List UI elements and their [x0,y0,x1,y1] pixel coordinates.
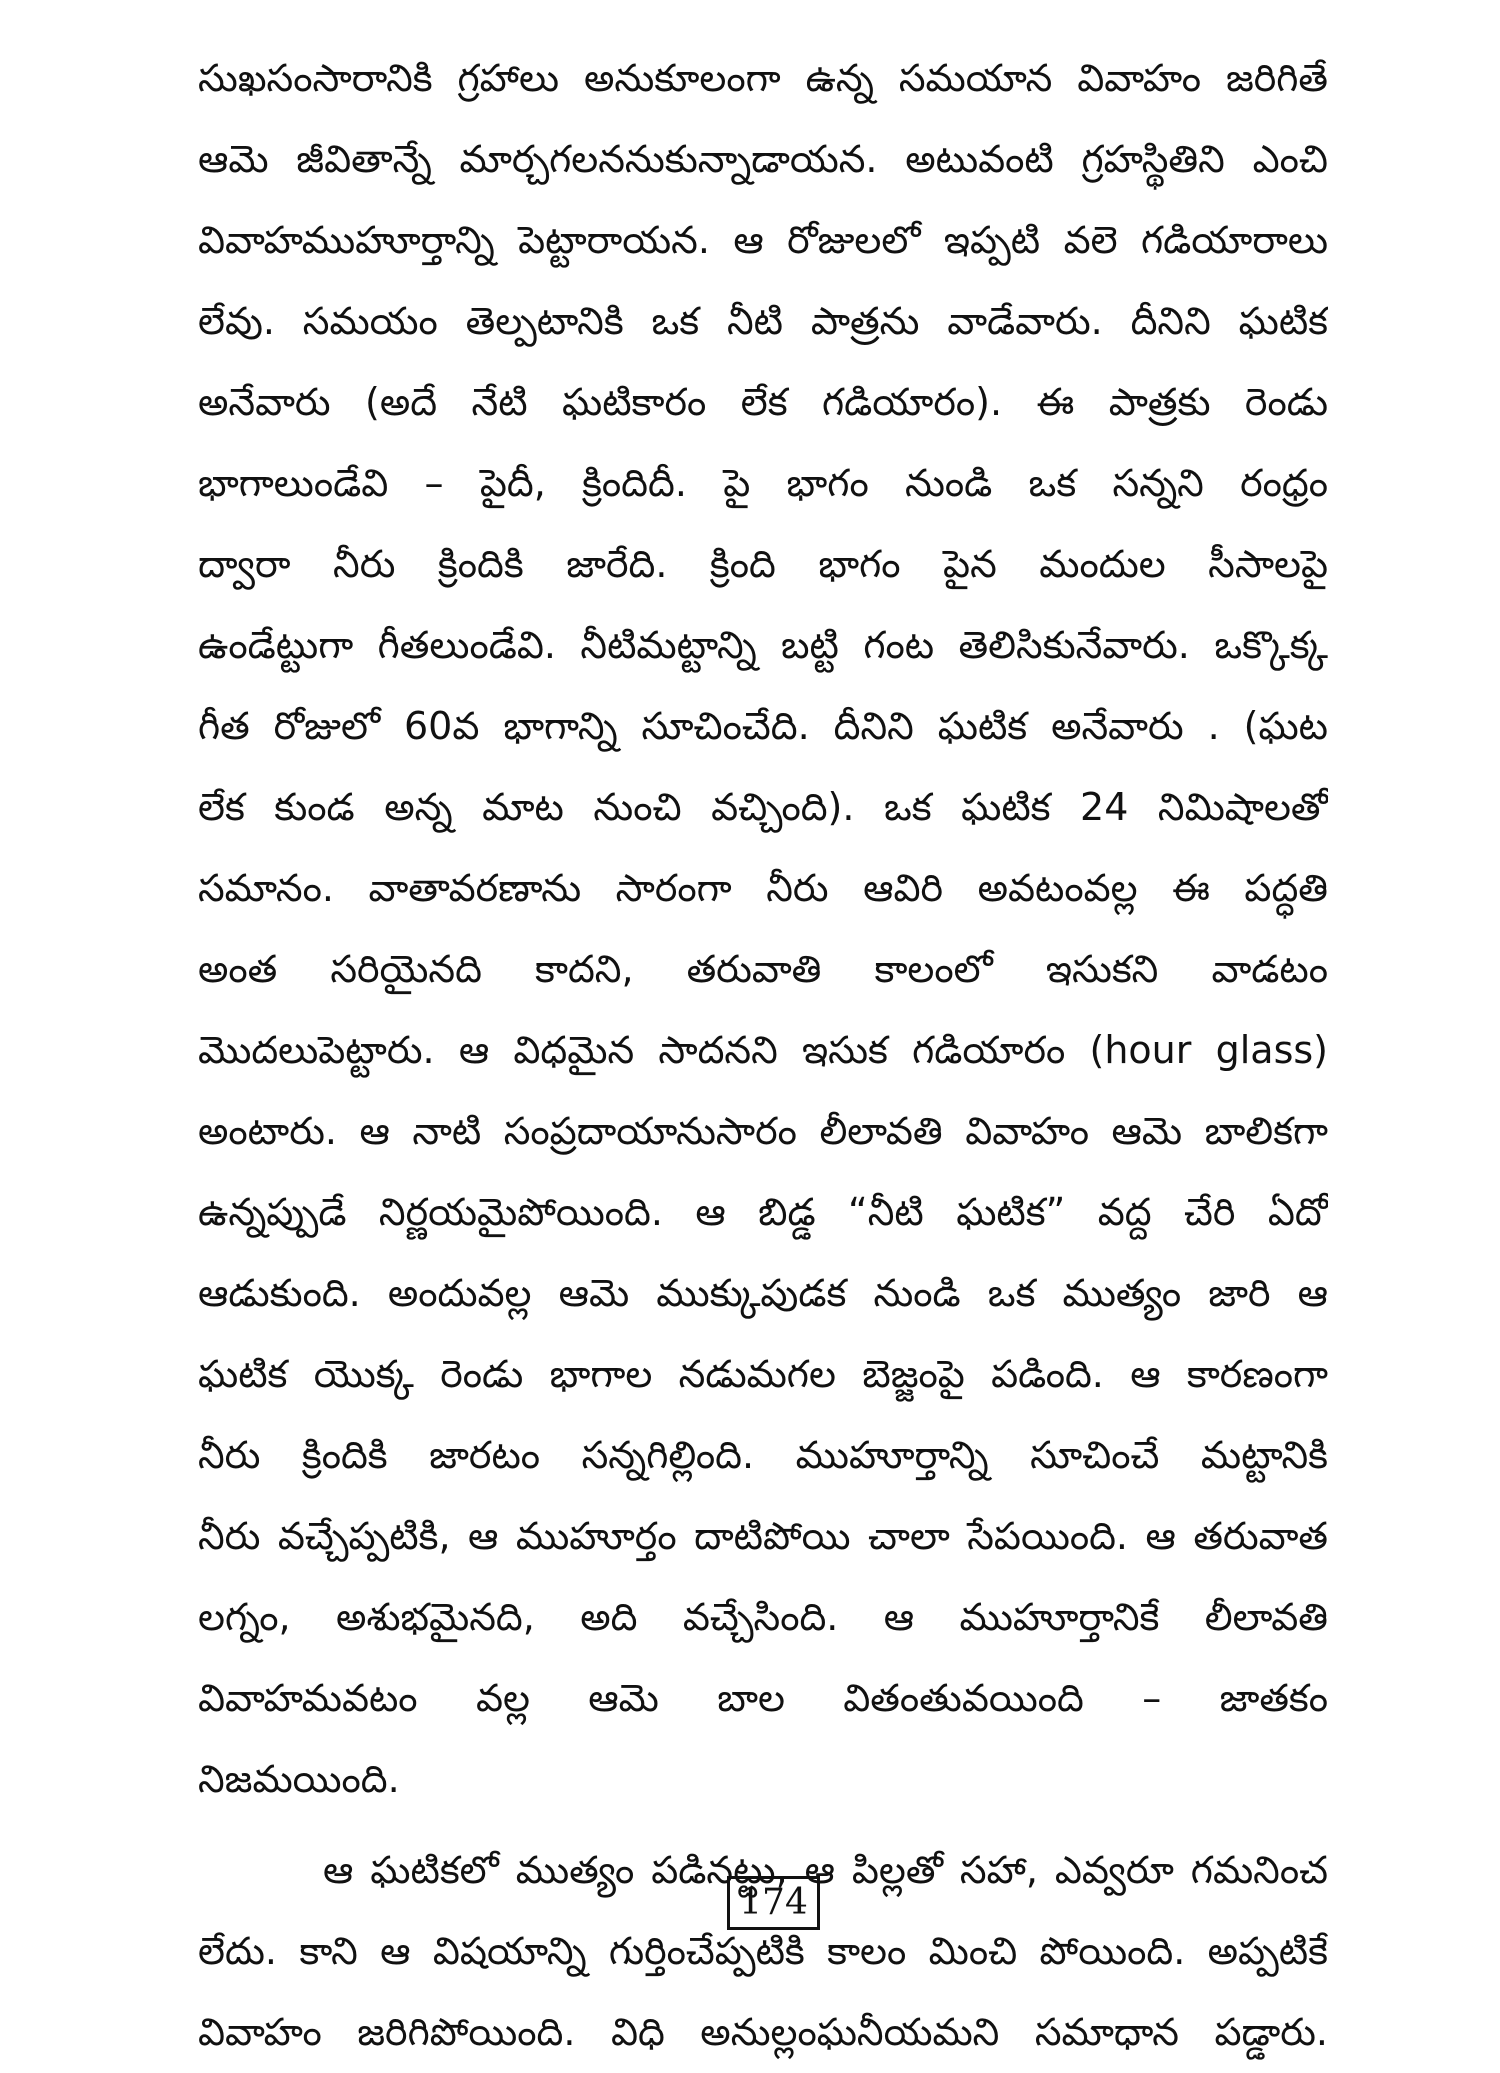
text-line: లేదు. కాని ఆ విషయాన్ని గుర్తించేప్పటికి కాలం మించి పోయింది. అప్పటికే [198,1929,1328,1973]
text-line: లగ్నం, అశుభమైనది, అది వచ్చేసింది. ఆ ముహూర్తానికే లీలావతి [198,1595,1328,1639]
text-line: వివాహం జరిగిపోయింది. విధి అనుల్లంఘనీయమని సమాధాన పడ్డారు. [198,2010,1328,2054]
text-line: లేవు. సమయం తెల్పటానికి ఒక నీటి పాత్రను వాడేవారు. దీనిని ఘటిక [198,299,1328,343]
text-line: ఉన్నప్పుడే నిర్ణయమైపోయింది. ఆ బిడ్డ “నీటి ఘటిక” వద్ద చేరి ఏదో [198,1190,1328,1234]
text-line: ఆ ఘటికలో ముత్యం పడినట్టు, ఆ పిల్లతో సహా, ఎవ్వరూ గమనించ [323,1848,1328,1892]
text-line: ఆమె జీవితాన్నే మార్చగలననుకున్నాడాయన. అటువంటి గ్రహస్థితిని ఎంచి [198,137,1328,181]
text-line: సుఖసంసారానికి గ్రహాలు అనుకూలంగా ఉన్న సమయాన వివాహం జరిగితే [198,56,1328,100]
text-line: మొదలుపెట్టారు. ఆ విధమైన సాదనని ఇసుక గడియారం (hour glass) [198,1028,1328,1072]
page-number: 174 [727,1876,820,1930]
body-text [198,38,1328,2073]
paragraph-gap [198,1820,1328,1830]
text-line: గీత రోజులో 60వ భాగాన్ని సూచించేది. దీనిని ఘటిక అనేవారు . (ఘట [198,704,1328,748]
text-line: నీరు క్రిందికి జారటం సన్నగిల్లింది. ముహూర్తాన్ని సూచించే మట్టానికి [198,1433,1328,1477]
text-line: సమానం. వాతావరణాను సారంగా నీరు ఆవిరి అవటంవల్ల ఈ పద్ధతి [198,866,1328,910]
text-line: ద్వారా నీరు క్రిందికి జారేది. క్రింది భాగం పైన మందుల సీసాలపై [198,542,1328,586]
text-line: అనేవారు (అదే నేటి ఘటికారం లేక గడియారం). ఈ పాత్రకు రెండు [198,380,1328,424]
text-line: ఆడుకుంది. అందువల్ల ఆమె ముక్కుపుడక నుండి ఒక ముత్యం జారి ఆ [198,1271,1328,1315]
text-line: భాగాలుండేవి – పైదీ, క్రిందిదీ. పై భాగం నుండి ఒక సన్నని రంధ్రం [198,461,1328,505]
text-line: ఘటిక యొక్క రెండు భాగాల నడుమగల బెజ్జంపై పడింది. ఆ కారణంగా [198,1352,1328,1396]
text-line: నీరు వచ్చేప్పటికి, ఆ ముహూర్తం దాటిపోయి చాలా సేపయింది. ఆ తరువాత [198,1514,1328,1558]
text-line: అంటారు. ఆ నాటి సంప్రదాయానుసారం లీలావతి వివాహం ఆమె బాలికగా [198,1109,1328,1153]
text-line: వివాహముహూర్తాన్ని పెట్టారాయన. ఆ రోజులలో ఇప్పటి వలె గడియారాలు [198,218,1328,262]
text-line: వివాహమవటం వల్ల ఆమె బాల వితంతువయింది – జాతకం [198,1676,1328,1720]
text-line: ఉండేట్టుగా గీతలుండేవి. నీటిమట్టాన్ని బట్టి గంట తెలిసికునేవారు. ఒక్కొక్క [198,623,1328,667]
text-line: లేక కుండ అన్న మాట నుంచి వచ్చింది). ఒక ఘటిక 24 నిమిషాలతో [198,785,1328,829]
text-line: నిజమయింది. [198,1757,400,1801]
text-line: అంత సరియైనది కాదని, తరువాతి కాలంలో ఇసుకని వాడటం [198,947,1328,991]
